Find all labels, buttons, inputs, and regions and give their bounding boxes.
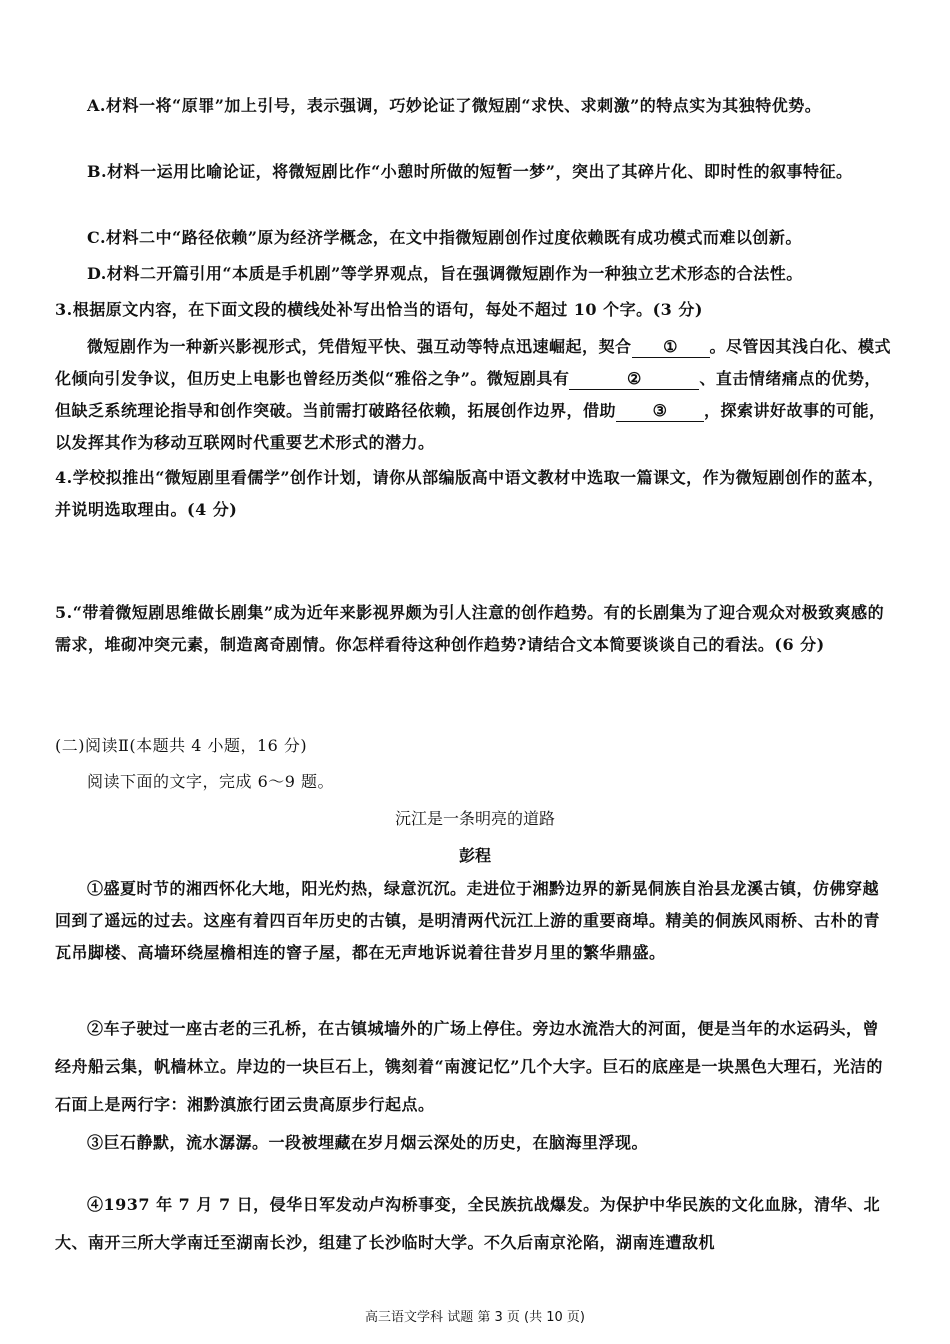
question-4: 4.学校拟推出“微短剧里看儒学”创作计划，请你从部编版高中语文教材中选取一篇课文，作为微短剧创作的蓝本，并说明选取理由。(4 分)	[55, 468, 885, 519]
answer-blank-3[interactable]: ③	[616, 401, 704, 422]
section-2-heading: (二)阅读Ⅱ(本题共 4 小题，16 分)	[55, 736, 308, 755]
reading-instruction: 阅读下面的文字，完成 6～9 题。	[87, 772, 335, 791]
article-title: 沅江是一条明亮的道路	[394, 809, 555, 828]
question-5: 5.“带着微短剧思维做长剧集”成为近年来影视界颇为引人注意的创作趋势。有的长剧集为了迎合观众对极致爽感的需求，堆砌冲突元素，制造离奇剧情。你怎样看待这种创作趋势?请结合文本简要谈谈自己的看法。(6 分)	[55, 603, 885, 654]
article-paragraph-2: ②车子驶过一座古老的三孔桥，在古镇城墙外的广场上停住。旁边水流浩大的河面，便是当年的水运码头，曾经舟船云集，帆樯林立。岸边的一块巨石上，镌刻着“南渡记忆”几个大字。巨石的底座是一块黑色大理石，光洁的石面上是两行字：湘黔滇旅行团云贵高原步行起点。	[55, 1019, 883, 1114]
option-a: A.材料一将“原罪”加上引号，表示强调，巧妙论证了微短剧“求快、求刺激”的特点实为其独特优势。	[87, 96, 822, 115]
article-author: 彭程	[458, 846, 491, 865]
option-b: B.材料一运用比喻论证，将微短剧比作“小憩时所做的短暂一梦”，突出了其碎片化、即时性的叙事特征。	[87, 162, 853, 181]
page-footer	[0, 1306, 950, 1325]
article-paragraph-4: ④1937 年 7 月 7 日，侵华日军发动卢沟桥事变，全民族抗战爆发。为保护中华民族的文化血脉，清华、北大、南开三所大学南迁至湖南长沙，组建了长沙临时大学。不久后南京沦陷，湖南连遭敌机	[55, 1195, 881, 1252]
article-paragraph-3: ③巨石静默，流水潺潺。一段被埋藏在岁月烟云深处的历史，在脑海里浮现。	[87, 1133, 649, 1152]
q3-text-1: 微短剧作为一种新兴影视形式，凭借短平快、强互动等特点迅速崛起，契合	[87, 337, 632, 356]
q3-text-4: ，探索讲好故事的可能，以发挥其作为移动互联网时代重要艺术形式的潜力。	[55, 401, 886, 452]
footer-label: 试题	[447, 1310, 474, 1325]
q3-text-3: 、直击情绪痛点的优势，但缺乏系统理论指导和创作突破。当前需打破路径依赖，拓展创作边界，借助	[55, 369, 881, 420]
answer-blank-2[interactable]: ②	[569, 369, 699, 390]
article-paragraph-1: ①盛夏时节的湘西怀化大地，阳光灼热，绿意沉沉。走进位于湘黔边界的新晃侗族自治县龙溪古镇，仿佛穿越回到了遥远的过去。这座有着四百年历史的古镇，是明清两代沅江上游的重要商埠。精美的侗族风雨桥、古朴的青瓦吊脚楼、高墙环绕屋檐相连的窨子屋，都在无声地诉说着往昔岁月里的繁华鼎盛。	[55, 879, 881, 962]
question-3-passage	[55, 331, 893, 459]
option-d: D.材料二开篇引用“本质是手机剧”等学界观点，旨在强调微短剧作为一种独立艺术形态的合法性。	[87, 264, 803, 283]
footer-page-number: 第 3 页 (共 10 页)	[477, 1310, 585, 1325]
q3-text-2: 。尽管因其浅白化、模式化倾向引发争议，但历史上电影也曾经历类似“雅俗之争”。微短剧具有	[55, 337, 892, 388]
answer-blank-1[interactable]: ①	[632, 337, 710, 358]
footer-subject: 高三语文学科	[365, 1310, 444, 1325]
option-c: C.材料二中“路径依赖”原为经济学概念，在文中指微短剧创作过度依赖既有成功模式而难以创新。	[87, 228, 802, 247]
question-3-stem: 3.根据原文内容，在下面文段的横线处补写出恰当的语句，每处不超过 10 个字。(3 分)	[55, 300, 703, 319]
